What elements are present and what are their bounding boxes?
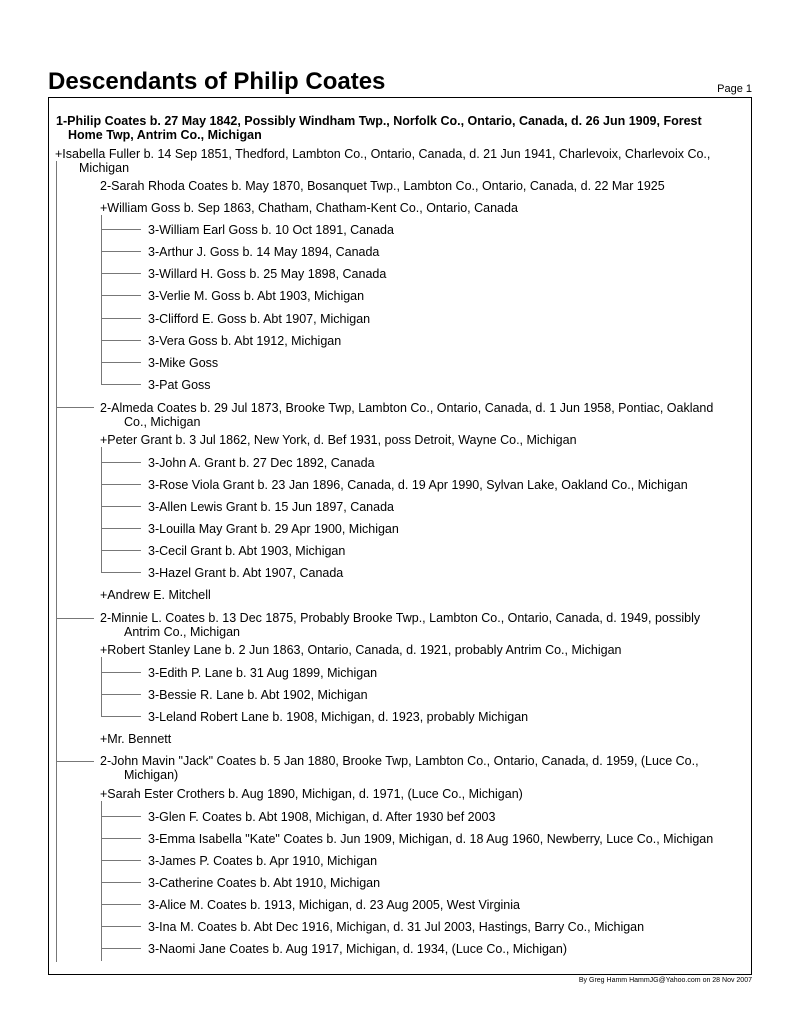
tree-branch	[101, 506, 141, 507]
grandchild-entry: 3-Catherine Coates b. Abt 1910, Michigan	[148, 876, 381, 890]
tree-branch	[101, 362, 141, 363]
tree-branch	[101, 462, 141, 463]
child-spouse-entry: +Peter Grant b. 3 Jul 1862, New York, d. Bef 1931, poss Detroit, Wayne Co., Michigan	[100, 433, 577, 447]
footer-credit: By Greg Hamm HammJG@Yahoo.com on 28 Nov 2007	[578, 977, 752, 984]
child-spouse-entry: +William Goss b. Sep 1863, Chatham, Chatham-Kent Co., Ontario, Canada	[100, 201, 518, 215]
tree-branch	[101, 694, 141, 695]
tree-branch	[56, 407, 94, 408]
grandchild-entry: 3-Cecil Grant b. Abt 1903, Michigan	[148, 544, 346, 558]
tree-branch	[101, 484, 141, 485]
child-spouse-entry: +Sarah Ester Crothers b. Aug 1890, Michigan, d. 1971, (Luce Co., Michigan)	[100, 787, 523, 801]
grandchild-entry: 3-Alice M. Coates b. 1913, Michigan, d. 23 Aug 2005, West Virginia	[148, 898, 520, 912]
grandchild-entry: 3-James P. Coates b. Apr 1910, Michigan	[148, 854, 378, 868]
root-ancestor-line2: Home Twp, Antrim Co., Michigan	[68, 128, 262, 142]
tree-branch	[101, 550, 141, 551]
tree-branch	[101, 816, 141, 817]
root-ancestor-entry	[56, 114, 702, 142]
tree-branch	[101, 229, 141, 230]
tree-branch	[101, 251, 141, 252]
grandchild-entry: 3-Emma Isabella "Kate" Coates b. Jun 1909, Michigan, d. 18 Aug 1960, Newberry, Luce Co., Michigan	[148, 832, 714, 846]
grandchild-entry: 3-Bessie R. Lane b. Abt 1902, Michigan	[148, 688, 368, 702]
grandchild-entry: 3-Verlie M. Goss b. Abt 1903, Michigan	[148, 289, 365, 303]
child-line2: Antrim Co., Michigan	[124, 625, 241, 639]
grandchild-entry: 3-Glen F. Coates b. Abt 1908, Michigan, d. After 1930 bef 2003	[148, 810, 496, 824]
tree-branch	[101, 273, 141, 274]
tree-branch	[56, 761, 94, 762]
tree-branch	[101, 295, 141, 296]
grandchild-entry: 3-Ina M. Coates b. Abt Dec 1916, Michigan, d. 31 Jul 2003, Hastings, Barry Co., Michigan	[148, 920, 645, 934]
tree-branch	[101, 860, 141, 861]
tree-branch	[101, 318, 141, 319]
tree-line	[56, 161, 57, 962]
tree-branch	[101, 716, 141, 717]
grandchild-entry: 3-Naomi Jane Coates b. Aug 1917, Michigan, d. 1934, (Luce Co., Michigan)	[148, 942, 567, 956]
tree-branch	[56, 618, 94, 619]
grandchild-entry: 3-Pat Goss	[148, 378, 211, 392]
tree-branch	[101, 672, 141, 673]
child-line2: Michigan)	[124, 768, 179, 782]
grandchild-entry: 3-Willard H. Goss b. 25 May 1898, Canada	[148, 267, 387, 281]
grandchild-entry: 3-Allen Lewis Grant b. 15 Jun 1897, Canada	[148, 500, 394, 514]
grandchild-entry: 3-Louilla May Grant b. 29 Apr 1900, Michigan	[148, 522, 399, 536]
grandchild-entry: 3-John A. Grant b. 27 Dec 1892, Canada	[148, 456, 375, 470]
grandchild-entry: 3-Clifford E. Goss b. Abt 1907, Michigan	[148, 312, 371, 326]
root-spouse-entry	[55, 147, 710, 175]
grandchild-entry: 3-Vera Goss b. Abt 1912, Michigan	[148, 334, 342, 348]
child-line1: 2-Minnie L. Coates b. 13 Dec 1875, Probably Brooke Twp., Lambton Co., Ontario, Canada, d. 1949, possibly	[100, 611, 701, 625]
tree-branch	[101, 528, 141, 529]
tree-line	[101, 447, 102, 573]
root-ancestor-line1: 1-Philip Coates b. 27 May 1842, Possibly Windham Twp., Norfolk Co., Ontario, Canada, d. 26 Jun 1909, Forest	[56, 114, 702, 128]
child-entry	[100, 754, 699, 782]
tree-branch	[101, 384, 141, 385]
tree-branch	[101, 882, 141, 883]
page-title: Descendants of Philip Coates	[48, 68, 386, 95]
child-entry	[100, 611, 700, 639]
child-line2: Co., Michigan	[124, 415, 201, 429]
child-line1: 2-Almeda Coates b. 29 Jul 1873, Brooke Twp, Lambton Co., Ontario, Canada, d. 1 Jun 1958, Pontiac, Oakland	[100, 401, 714, 415]
tree-branch	[101, 340, 141, 341]
root-spouse-line1: +Isabella Fuller b. 14 Sep 1851, Thedford, Lambton Co., Ontario, Canada, d. 21 Jun 1941, Charlevoix, Charlevoix Co.,	[55, 147, 711, 161]
child-entry	[100, 179, 665, 193]
root-spouse-line2: Michigan	[79, 161, 130, 175]
tree-line	[101, 215, 102, 385]
page-number: Page 1	[717, 83, 752, 95]
grandchild-entry: 3-Rose Viola Grant b. 23 Jan 1896, Canada, d. 19 Apr 1990, Sylvan Lake, Oakland Co., Michigan	[148, 478, 688, 492]
grandchild-entry: 3-Leland Robert Lane b. 1908, Michigan, d. 1923, probably Michigan	[148, 710, 529, 724]
tree-branch	[101, 572, 141, 573]
child-entry	[100, 401, 713, 429]
grandchild-entry: 3-Hazel Grant b. Abt 1907, Canada	[148, 566, 344, 580]
tree-branch	[101, 838, 141, 839]
tree-branch	[101, 948, 141, 949]
child-spouse-entry: +Robert Stanley Lane b. 2 Jun 1863, Ontario, Canada, d. 1921, probably Antrim Co., Michigan	[100, 643, 622, 657]
child-spouse-entry: +Mr. Bennett	[100, 732, 172, 746]
child-spouse-entry: +Andrew E. Mitchell	[100, 588, 211, 602]
grandchild-entry: 3-Arthur J. Goss b. 14 May 1894, Canada	[148, 245, 380, 259]
tree-line	[101, 801, 102, 961]
grandchild-entry: 3-William Earl Goss b. 10 Oct 1891, Canada	[148, 223, 394, 237]
tree-branch	[101, 904, 141, 905]
tree-line	[101, 657, 102, 717]
child-line1: 2-John Mavin "Jack" Coates b. 5 Jan 1880, Brooke Twp, Lambton Co., Ontario, Canada, d. 1959, (Luce Co.,	[100, 754, 699, 768]
tree-branch	[101, 926, 141, 927]
grandchild-entry: 3-Mike Goss	[148, 356, 219, 370]
child-line1: 2-Sarah Rhoda Coates b. May 1870, Bosanquet Twp., Lambton Co., Ontario, Canada, d. 22 Mar 1925	[100, 179, 665, 193]
grandchild-entry: 3-Edith P. Lane b. 31 Aug 1899, Michigan	[148, 666, 378, 680]
